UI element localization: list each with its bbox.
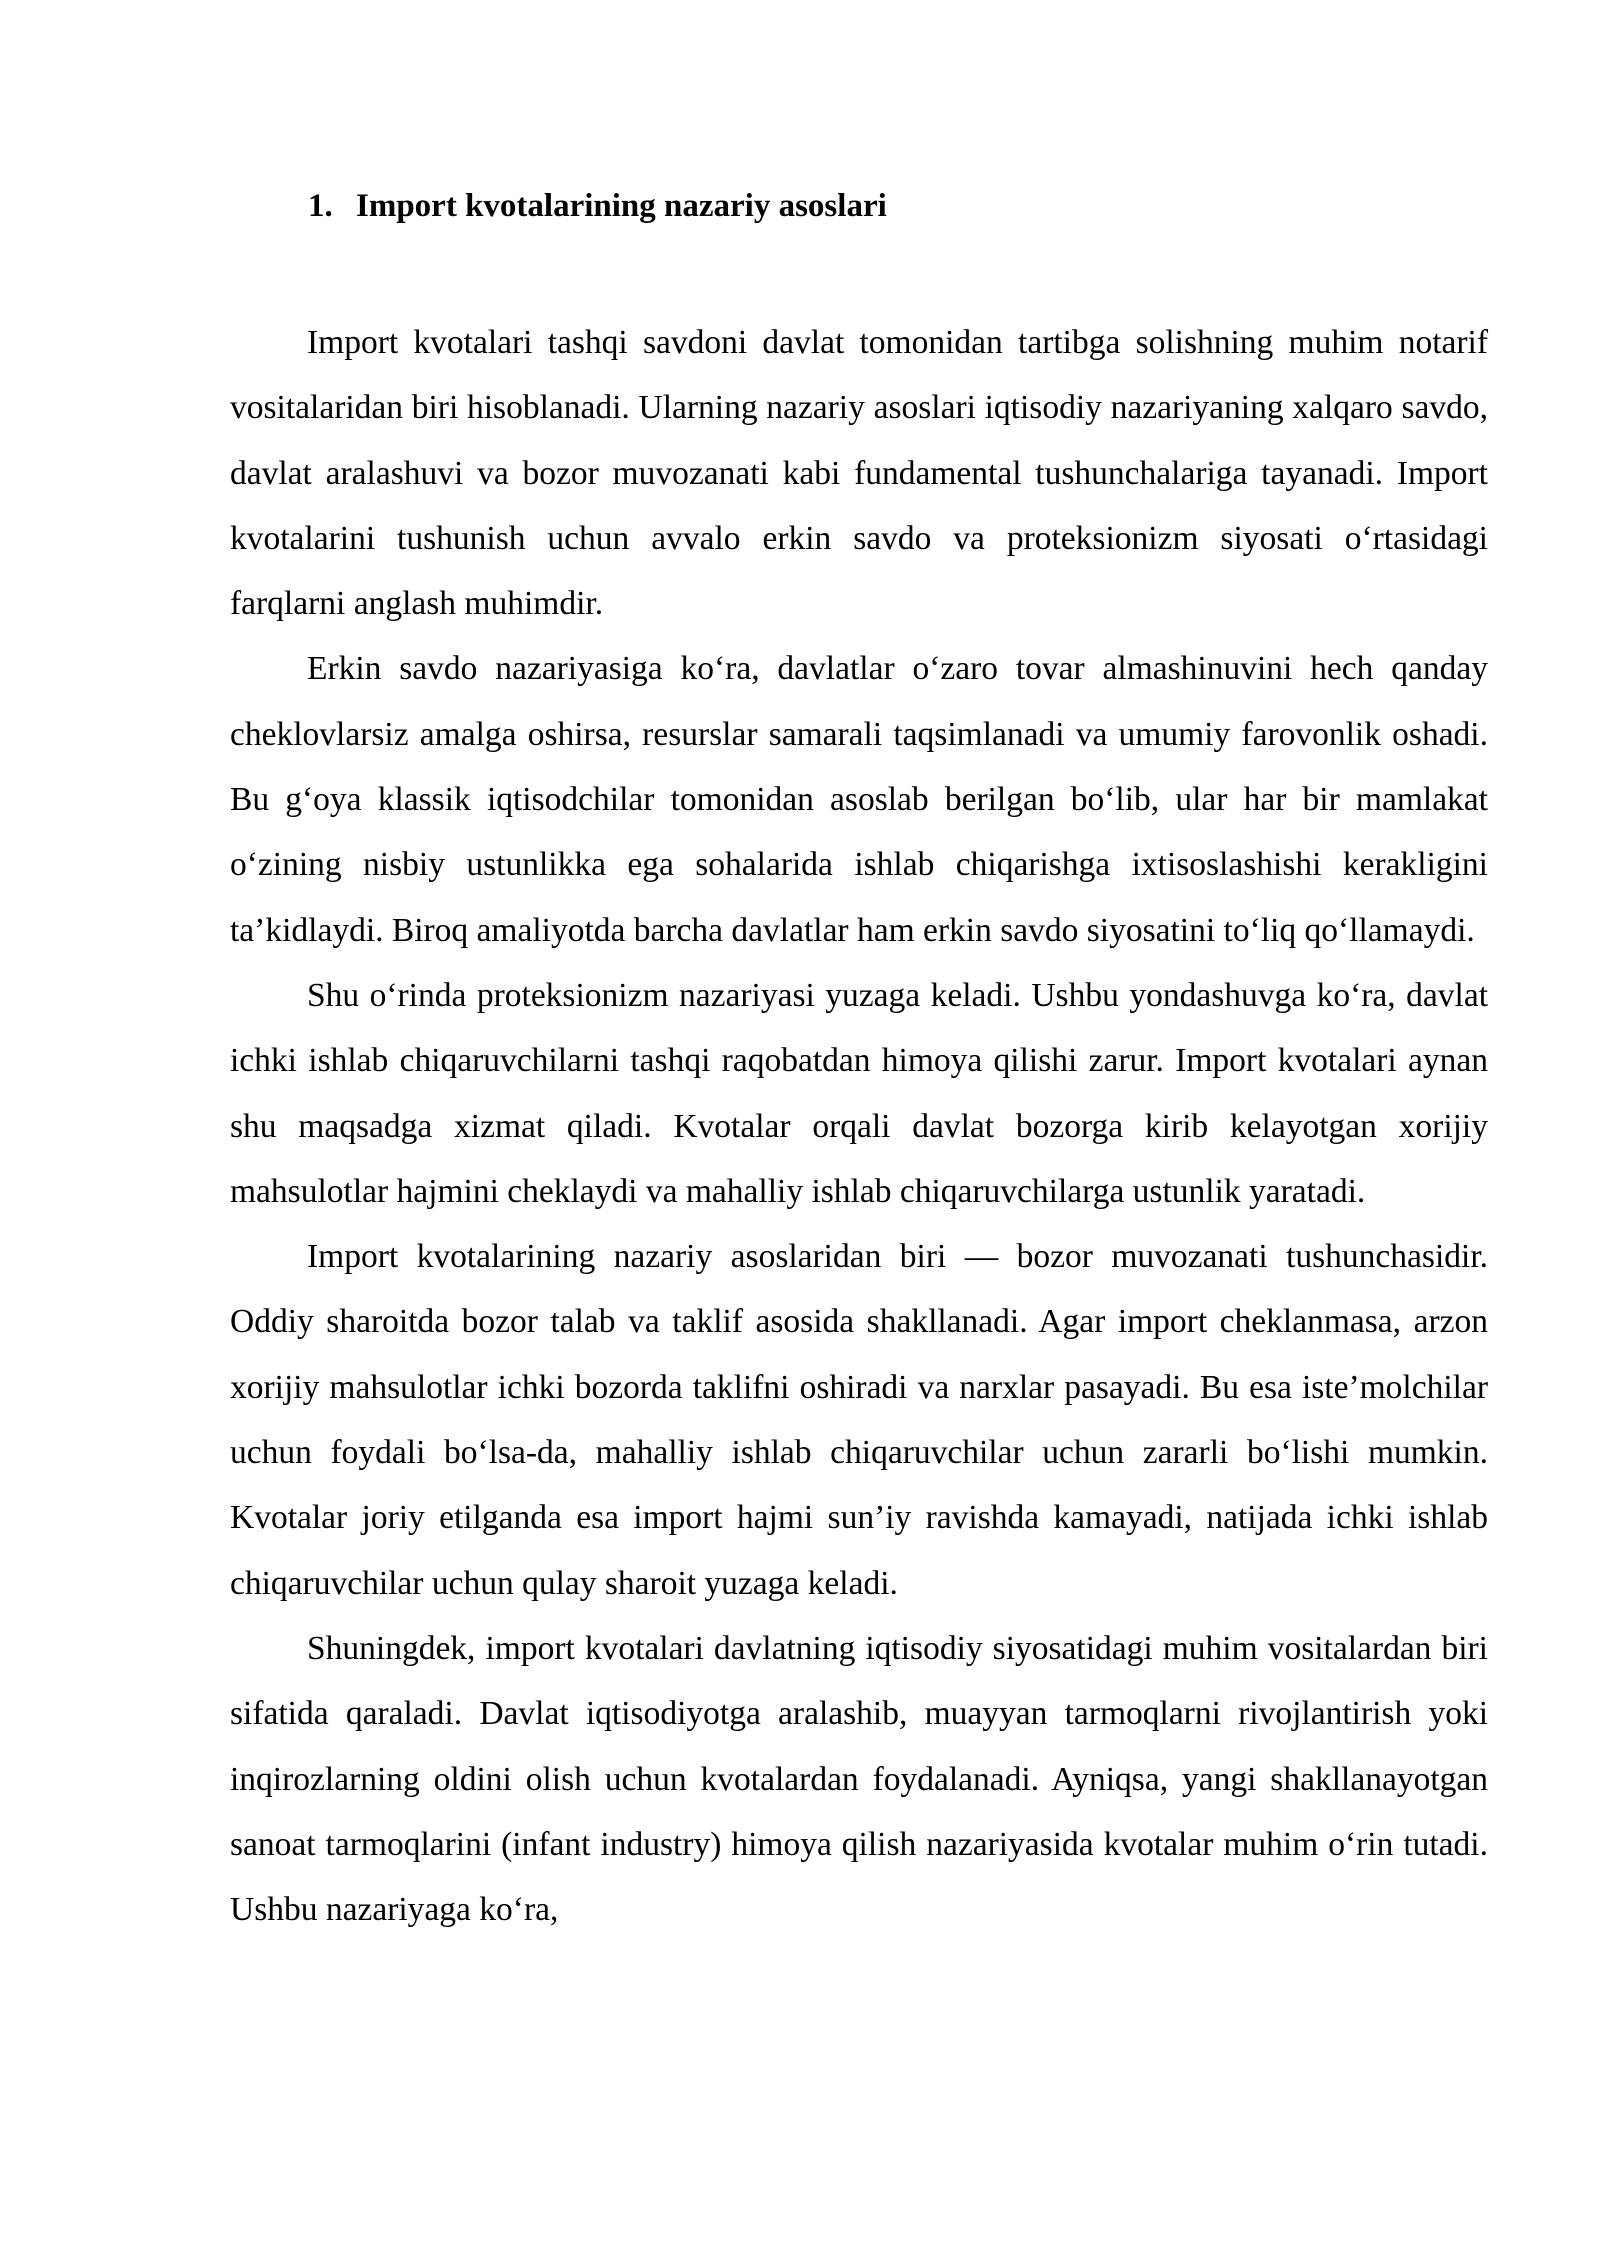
paragraph: Shu o‘rinda proteksionizm nazariyasi yuzaga keladi. Ushbu yondashuvga ko‘ra, davlat ichki ishlab chiqaruvchilarni tashqi raqobatdan himoya qilishi zarur. Import kvotalari aynan shu maqsadga xizmat qiladi. Kvotalar orqali davlat bozorga kirib kelayotgan xorijiy mahsulotlar hajmini cheklaydi va mahalliy ishlab chiqaruvchilarga ustunlik yaratadi. — [230, 976, 1488, 1210]
section-title: Import kvotalarining nazariy asoslari — [356, 188, 887, 224]
body-text — [230, 310, 1488, 1942]
paragraph: Import kvotalari tashqi savdoni davlat tomonidan tartibga solishning muhim notarif vositalaridan biri hisoblanadi. Ularning nazariy asoslari iqtisodiy nazariyaning xalqaro savdo, davlat aralashuvi va bozor muvozanati kabi fundamental tushunchalariga tayanadi. Import kvotalarini tushunish uchun avvalo erkin savdo va proteksionizm siyosati o‘rtasidagi farqlarni anglash muhimdir. — [230, 324, 1488, 623]
section-heading — [308, 184, 887, 228]
section-number: 1. — [308, 188, 333, 224]
paragraph: Import kvotalarining nazariy asoslaridan biri — bozor muvozanati tushunchasidir. Oddiy sharoitda bozor talab va taklif asosida shakllanadi. Agar import cheklanmasa, arzon xorijiy mahsulotlar ichki bozorda taklifni oshiradi va narxlar pasayadi. Bu esa iste’molchilar uchun foydali bo‘lsa-da, mahalliy ishlab chiqaruvchilar uchun zararli bo‘lishi mumkin. Kvotalar joriy etilganda esa import hajmi sun’iy ravishda kamayadi, natijada ichki ishlab chiqaruvchilar uchun qulay sharoit yuzaga keladi. — [230, 1238, 1488, 1602]
paragraph: Erkin savdo nazariyasiga ko‘ra, davlatlar o‘zaro tovar almashinuvini hech qanday cheklovlarsiz amalga oshirsa, resurslar samarali taqsimlanadi va umumiy farovonlik oshadi. Bu g‘oya klassik iqtisodchilar tomonidan asoslab berilgan bo‘lib, ular har bir mamlakat o‘zining nisbiy ustunlikka ega sohalarida ishlab chiqarishga ixtisoslashishi kerakligini ta’kidlaydi. Biroq amaliyotda barcha davlatlar ham erkin savdo siyosatini to‘liq qo‘llamaydi. — [230, 650, 1488, 949]
paragraph: Shuningdek, import kvotalari davlatning iqtisodiy siyosatidagi muhim vositalardan biri sifatida qaraladi. Davlat iqtisodiyotga aralashib, muayyan tarmoqlarni rivojlantirish yoki inqirozlarning oldini olish uchun kvotalardan foydalanadi. Ayniqsa, yangi shakllanayotgan sanoat tarmoqlarini (infant industry) himoya qilish nazariyasida kvotalar muhim o‘rin tutadi. Ushbu nazariyaga ko‘ra, — [230, 1629, 1488, 1929]
